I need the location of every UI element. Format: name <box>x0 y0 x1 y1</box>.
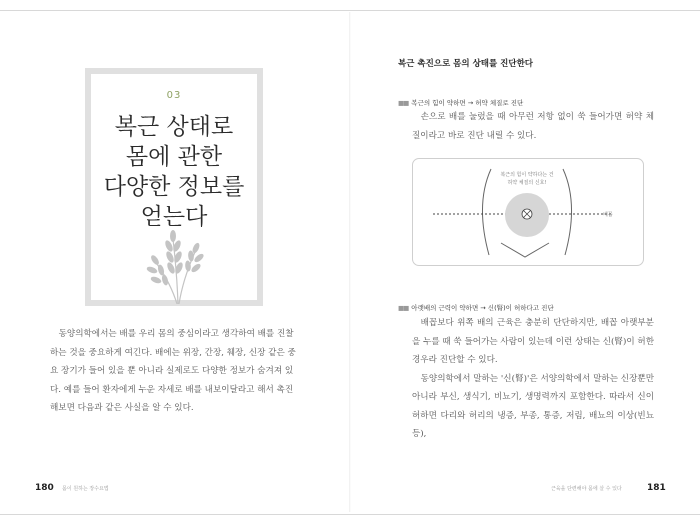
body-line: 해보면 다음과 같은 사실을 알 수 있다. <box>50 403 194 413</box>
chapter-title-line: 복근 상태로 <box>114 114 234 140</box>
abdomen-figure <box>412 158 644 266</box>
subsection-1-body <box>412 108 654 145</box>
wheat-illustration <box>143 224 213 304</box>
figure-caption-line: 복근의 힘이 약하다는 건 <box>500 172 554 178</box>
square-bullet-icon: ■■ <box>398 304 409 312</box>
body-paragraph: 손으로 배를 눌렀을 때 아무런 저항 없이 쑥 들어가면 허약 체질이라고 바로 진단 내릴 수 있다. <box>412 112 654 141</box>
top-rule <box>0 10 700 11</box>
page-number-right: 181 <box>647 483 666 493</box>
chapter-title-line: 얻는다 <box>140 204 208 230</box>
subsection-heading-1 <box>398 98 523 107</box>
body-paragraph: 배꼽보다 위쪽 배의 근육은 충분히 단단하지만, 배꼽 아랫부분을 누를 때 쑥 들어가는 사람이 있는데 이런 상태는 신(腎)이 허한 경우라 진단할 수 있다. <box>412 318 654 365</box>
chapter-number: 03 <box>166 90 182 101</box>
subsection-heading-2 <box>398 303 554 312</box>
chapter-title-line: 다양한 정보를 <box>103 174 245 200</box>
subsection-heading-text: 복근의 힘이 약하면 → 허약 체질로 진단 <box>411 99 524 107</box>
chapter-title-frame <box>85 68 263 306</box>
figure-caption-line: 허약 체질의 신호! <box>507 180 547 186</box>
square-bullet-icon: ■■ <box>398 99 409 107</box>
body-paragraph: 동양의학에서 말하는 '신(腎)'은 서양의학에서 말하는 신장뿐만 아니라 부신, 생식기, 비뇨기, 생명력까지 포함한다. 따라서 신이 허하면 다리와 허리의 냉증, 부종, 통증, 저림, 배뇨의 이상(빈뇨 등), <box>412 373 654 439</box>
body-line: 다. 예를 들어 환자에게 누운 자세로 배를 내보이달라고 해서 촉진 <box>50 384 294 395</box>
left-body-text <box>50 325 305 418</box>
body-line: 하는 것을 중요하게 여긴다. 배에는 위장, 간장, 췌장, 신장 같은 중 <box>50 347 296 358</box>
bottom-rule <box>0 514 700 515</box>
figure-caption-weak-abs <box>491 171 563 187</box>
body-line: 동양의학에서는 배를 우리 몸의 중심이라고 생각하여 배를 진찰 <box>58 329 294 339</box>
chapter-title-line: 몸에 관한 <box>125 144 223 170</box>
subsection-2-body <box>412 314 654 444</box>
page-gutter <box>349 12 351 512</box>
chapter-title <box>91 112 257 232</box>
body-line: 요 장기가 들어 있을 뿐 아니라 실제로도 다양한 정보가 숨겨져 있 <box>50 366 294 376</box>
running-head-right: 근육을 단련해야 몸에 살 수 있다 <box>551 486 622 492</box>
section-heading: 복근 촉진으로 몸의 상태를 진단한다 <box>398 59 534 69</box>
page-number-left: 180 <box>35 483 54 493</box>
subsection-heading-text: 아랫배의 근력이 약하면 → 신(腎)이 허하다고 진단 <box>411 304 554 312</box>
running-head-left: 몸이 원하는 장수요법 <box>62 486 109 492</box>
figure-label-navel: 배꼽 <box>603 212 613 218</box>
